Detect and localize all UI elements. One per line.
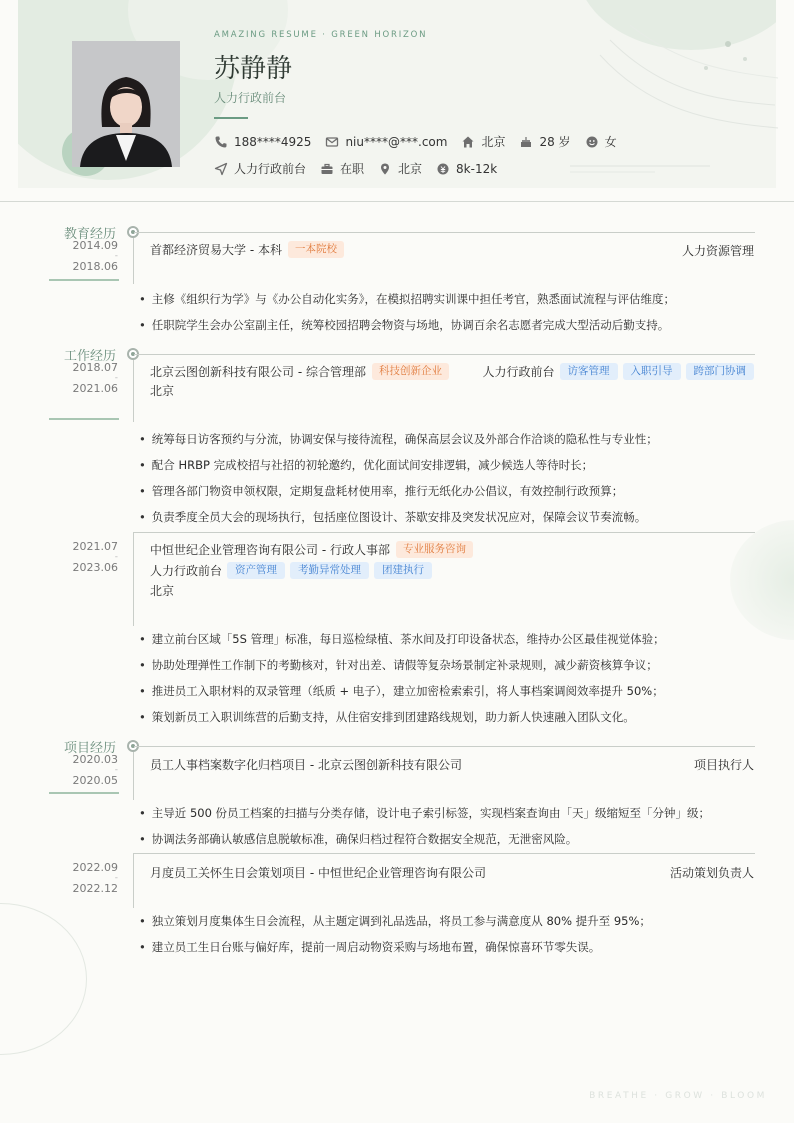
date-end: 2021.06 bbox=[72, 382, 118, 395]
header-tagline: AMAZING RESUME · GREEN HORIZON bbox=[214, 30, 428, 40]
project-bullet: • 主导近 500 份员工档案的扫描与分类存储，设计电子索引标签，实现档案查询由「天」级缩短至「分钟」级； bbox=[139, 805, 710, 821]
candidate-subtitle: 人力行政前台 bbox=[214, 91, 287, 105]
work-bullet: • 推进员工入职材料的双录管理（纸质 + 电子），建立加密检索索引，将人事档案调阅效率提升 50%； bbox=[139, 683, 664, 699]
timeline-vline bbox=[133, 853, 134, 908]
phone-icon bbox=[214, 135, 228, 149]
date-start: 2020.03 bbox=[72, 753, 118, 766]
gender-icon bbox=[585, 135, 599, 149]
date-start: 2021.07 bbox=[72, 540, 118, 553]
date-separator: - bbox=[114, 373, 118, 383]
age-item bbox=[519, 133, 570, 150]
money-icon bbox=[436, 162, 450, 176]
work-city: 北京 bbox=[150, 384, 175, 398]
timeline-vline bbox=[133, 360, 134, 422]
date-start: 2014.09 bbox=[72, 239, 118, 252]
timeline-hline bbox=[134, 232, 755, 233]
work-role-tags bbox=[150, 562, 432, 579]
education-bullet: • 主修《组织行为学》与《办公自动化实务》，在模拟招聘实训课中担任考官，熟悉面试流程与评估维度； bbox=[139, 291, 675, 307]
footer-tagline: BREATHE · GROW · BLOOM bbox=[589, 1091, 767, 1101]
contact-row bbox=[214, 133, 631, 150]
project-date bbox=[20, 754, 118, 786]
section-title-work: 工作经历 bbox=[63, 349, 116, 364]
decor-lines bbox=[590, 10, 780, 140]
work-role-tags bbox=[482, 363, 754, 380]
work-date bbox=[20, 541, 118, 573]
work-date bbox=[20, 362, 118, 394]
section-rule bbox=[49, 279, 119, 281]
education-bullet: • 任职院学生会办公室副主任，统筹校园招聘会物资与场地，协调百余名志愿者完成大型活动后勤支持。 bbox=[139, 317, 669, 333]
project-bullet: • 建立员工生日台账与偏好库，提前一周启动物资采购与场地布置，确保惊喜环节零失误。 bbox=[139, 939, 600, 955]
name-underline bbox=[214, 117, 248, 119]
section-title-education: 教育经历 bbox=[63, 227, 116, 242]
school-name: 首都经济贸易大学 - 本科 bbox=[150, 243, 282, 257]
header-divider bbox=[0, 201, 794, 202]
status-text: 在职 bbox=[340, 162, 365, 176]
salary-text: 8k-12k bbox=[456, 161, 498, 176]
date-end: 2023.06 bbox=[72, 561, 118, 574]
work-bullet: • 统筹每日访客预约与分流，协调安保与接待流程，确保高层会议及外部合作洽谈的隐私性与专业性； bbox=[139, 431, 658, 447]
date-end: 2020.05 bbox=[72, 774, 118, 787]
date-end: 2022.12 bbox=[72, 882, 118, 895]
skill-tag: 团建执行 bbox=[374, 562, 432, 579]
mail-icon bbox=[325, 135, 339, 149]
skill-tag: 资产管理 bbox=[227, 562, 285, 579]
location-pin-icon bbox=[378, 162, 392, 176]
phone-text: 188****4925 bbox=[234, 134, 312, 149]
date-separator: - bbox=[114, 765, 118, 775]
candidate-name: 苏静静 bbox=[214, 54, 293, 84]
company-name: 北京云图创新科技有限公司 - 综合管理部 bbox=[150, 365, 366, 379]
location-text: 北京 bbox=[398, 162, 423, 176]
work-bullet: • 协助处理弹性工作制下的考勤核对，针对出差、请假等复杂场景制定补录规则，减少薪资核算争议； bbox=[139, 657, 658, 673]
work-bullet: • 管理各部门物资申领权限，定期复盘耗材使用率，推行无纸化办公倡议，有效控制行政预算； bbox=[139, 483, 623, 499]
work-city: 北京 bbox=[150, 584, 175, 598]
work-title bbox=[150, 541, 473, 558]
decor-glow bbox=[730, 520, 794, 640]
company-badge: 科技创新企业 bbox=[372, 363, 449, 380]
section-title-projects: 项目经历 bbox=[63, 741, 116, 756]
work-bullet: • 策划新员工入职训练营的后勤支持，从住宿安排到团建路线规划，助力新人快速融入团队文化。 bbox=[139, 709, 635, 725]
phone-item bbox=[214, 135, 311, 149]
cake-icon bbox=[519, 135, 533, 149]
job-role: 人力行政前台 bbox=[482, 365, 555, 379]
send-icon bbox=[214, 162, 228, 176]
gender-text: 女 bbox=[604, 135, 617, 149]
skill-tag: 入职引导 bbox=[623, 363, 681, 380]
timeline-hline bbox=[134, 354, 755, 355]
project-title: 月度员工关怀生日会策划项目 - 中恒世纪企业管理咨询有限公司 bbox=[150, 866, 486, 880]
target-role-item bbox=[214, 160, 306, 177]
home-icon bbox=[461, 135, 475, 149]
work-title bbox=[150, 363, 449, 380]
decor-divider bbox=[570, 164, 715, 176]
section-rule bbox=[49, 792, 119, 794]
date-start: 2022.09 bbox=[72, 861, 118, 874]
gender-item bbox=[585, 133, 617, 150]
job-role: 人力行政前台 bbox=[150, 564, 223, 578]
avatar bbox=[72, 41, 180, 167]
date-separator: - bbox=[114, 251, 118, 261]
work-bullet: • 配合 HRBP 完成校招与社招的初轮邀约，优化面试间安排逻辑，减少候选人等待时长； bbox=[139, 457, 593, 473]
skill-tag: 访客管理 bbox=[560, 363, 618, 380]
company-name: 中恒世纪企业管理咨询有限公司 - 行政人事部 bbox=[150, 543, 390, 557]
timeline-vline bbox=[133, 752, 134, 800]
timeline-hline bbox=[134, 532, 755, 533]
date-end: 2018.06 bbox=[72, 260, 118, 273]
section-rule bbox=[49, 418, 119, 420]
project-role: 项目执行人 bbox=[693, 758, 754, 772]
target-role-text: 人力行政前台 bbox=[234, 162, 307, 176]
skill-tag: 跨部门协调 bbox=[686, 363, 755, 380]
work-bullet: • 建立前台区域「5S 管理」标准，每日巡检绿植、茶水间及打印设备状态，维持办公区最佳视觉体验； bbox=[139, 631, 665, 647]
salary-item bbox=[436, 162, 497, 176]
education-title bbox=[150, 241, 344, 258]
job-intent-row bbox=[214, 160, 511, 177]
school-badge: 一本院校 bbox=[288, 241, 344, 258]
age-text: 28 岁 bbox=[539, 135, 571, 149]
work-bullet: • 负责季度全员大会的现场执行，包括座位图设计、茶歇安排及突发状况应对，保障会议节奏流畅。 bbox=[139, 509, 646, 525]
project-bullet: • 协调法务部确认敏感信息脱敏标准，确保归档过程符合数据安全规范，无泄密风险。 bbox=[139, 831, 577, 847]
date-separator: - bbox=[114, 873, 118, 883]
status-item bbox=[320, 160, 364, 177]
date-separator: - bbox=[114, 552, 118, 562]
decor-circle bbox=[0, 903, 87, 1055]
project-date bbox=[20, 862, 118, 894]
company-badge: 专业服务咨询 bbox=[396, 541, 473, 558]
timeline-vline bbox=[133, 532, 134, 626]
location-item bbox=[378, 160, 422, 177]
timeline-vline bbox=[133, 238, 134, 284]
briefcase-icon bbox=[320, 162, 334, 176]
education-major: 人力资源管理 bbox=[681, 244, 754, 258]
project-title: 员工人事档案数字化归档项目 - 北京云图创新科技有限公司 bbox=[150, 758, 462, 772]
project-bullet: • 独立策划月度集体生日会流程，从主题定调到礼品选品，将员工参与满意度从 80% 提升至 95%； bbox=[139, 913, 651, 929]
education-date bbox=[20, 240, 118, 272]
project-role: 活动策划负责人 bbox=[669, 866, 754, 880]
date-start: 2018.07 bbox=[72, 361, 118, 374]
timeline-hline bbox=[134, 746, 755, 747]
skill-tag: 考勤异常处理 bbox=[290, 562, 369, 579]
email-text: niu****@***.com bbox=[345, 134, 448, 149]
hometown-item bbox=[461, 133, 505, 150]
timeline-hline bbox=[134, 853, 755, 854]
email-item bbox=[325, 135, 447, 149]
hometown-text: 北京 bbox=[481, 135, 506, 149]
